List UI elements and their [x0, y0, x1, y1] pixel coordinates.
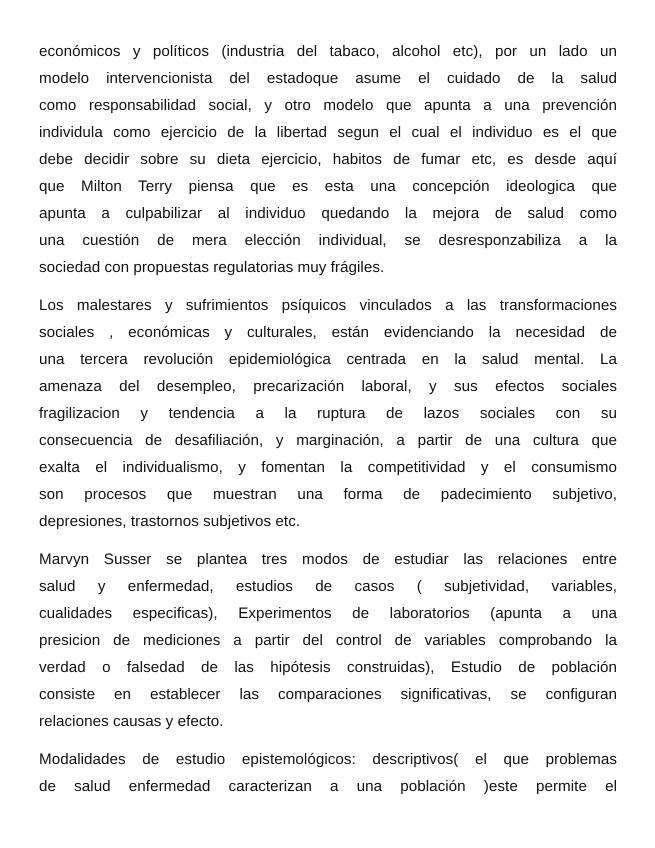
text-line: apunta a culpabilizar al individuo quedando la mejora de salud como: [39, 205, 617, 222]
text-line: cualidades especificas), Experimentos de laboratorios (apunta a una: [39, 605, 617, 622]
paragraph-4: [39, 746, 617, 800]
text-line: Los malestares y sufrimientos psíquicos vinculados a las transformaciones: [39, 297, 617, 314]
text-line: depresiones, trastornos subjetivos etc.: [39, 513, 301, 530]
text-line: una cuestión de mera elección individual, se desresponzabiliza a la: [39, 232, 617, 249]
text-line: Marvyn Susser se plantea tres modos de estudiar las relaciones entre: [39, 551, 617, 568]
text-line: consecuencia de desafiliación, y marginación, a partir de una cultura que: [39, 432, 617, 449]
paragraph-2: [39, 292, 617, 535]
text-line: que Milton Terry piensa que es esta una concepción ideologica que: [39, 178, 617, 195]
text-line: presicion de mediciones a partir del control de variables comprobando la: [39, 632, 617, 649]
text-line: de salud enfermedad caracterizan a una población )este permite el: [39, 778, 617, 795]
text-line: modelo intervencionista del estadoque asume el cuidado de la salud: [39, 70, 617, 87]
document-body: [39, 38, 617, 811]
text-line: exalta el individualismo, y fomentan la competitividad y el consumismo: [39, 459, 617, 476]
text-line: consiste en establecer las comparaciones significativas, se configuran: [39, 686, 617, 703]
text-line: verdad o falsedad de las hipótesis construidas), Estudio de población: [39, 659, 617, 676]
paragraph-3: [39, 546, 617, 735]
text-line: individula como ejercicio de la libertad segun el cual el individuo es el que: [39, 124, 617, 141]
text-line: sociedad con propuestas regulatorias muy frágiles.: [39, 259, 385, 276]
text-line: son procesos que muestran una forma de padecimiento subjetivo,: [39, 486, 617, 503]
text-line: como responsabilidad social, y otro modelo que apunta a una prevención: [39, 97, 617, 114]
paragraph-1: [39, 38, 617, 281]
text-line: amenaza del desempleo, precarización laboral, y sus efectos sociales: [39, 378, 617, 395]
text-line: relaciones causas y efecto.: [39, 713, 224, 730]
text-line: sociales , económicas y culturales, están evidenciando la necesidad de: [39, 324, 617, 341]
text-line: una tercera revolución epidemiológica centrada en la salud mental. La: [39, 351, 617, 368]
text-line: salud y enfermedad, estudios de casos ( subjetividad, variables,: [39, 578, 617, 595]
text-line: debe decidir sobre su dieta ejercicio, habitos de fumar etc, es desde aquí: [39, 151, 617, 168]
text-line: económicos y políticos (industria del tabaco, alcohol etc), por un lado un: [39, 43, 617, 60]
text-line: fragilizacion y tendencia a la ruptura de lazos sociales con su: [39, 405, 617, 422]
text-line: Modalidades de estudio epistemológicos: descriptivos( el que problemas: [39, 751, 617, 768]
